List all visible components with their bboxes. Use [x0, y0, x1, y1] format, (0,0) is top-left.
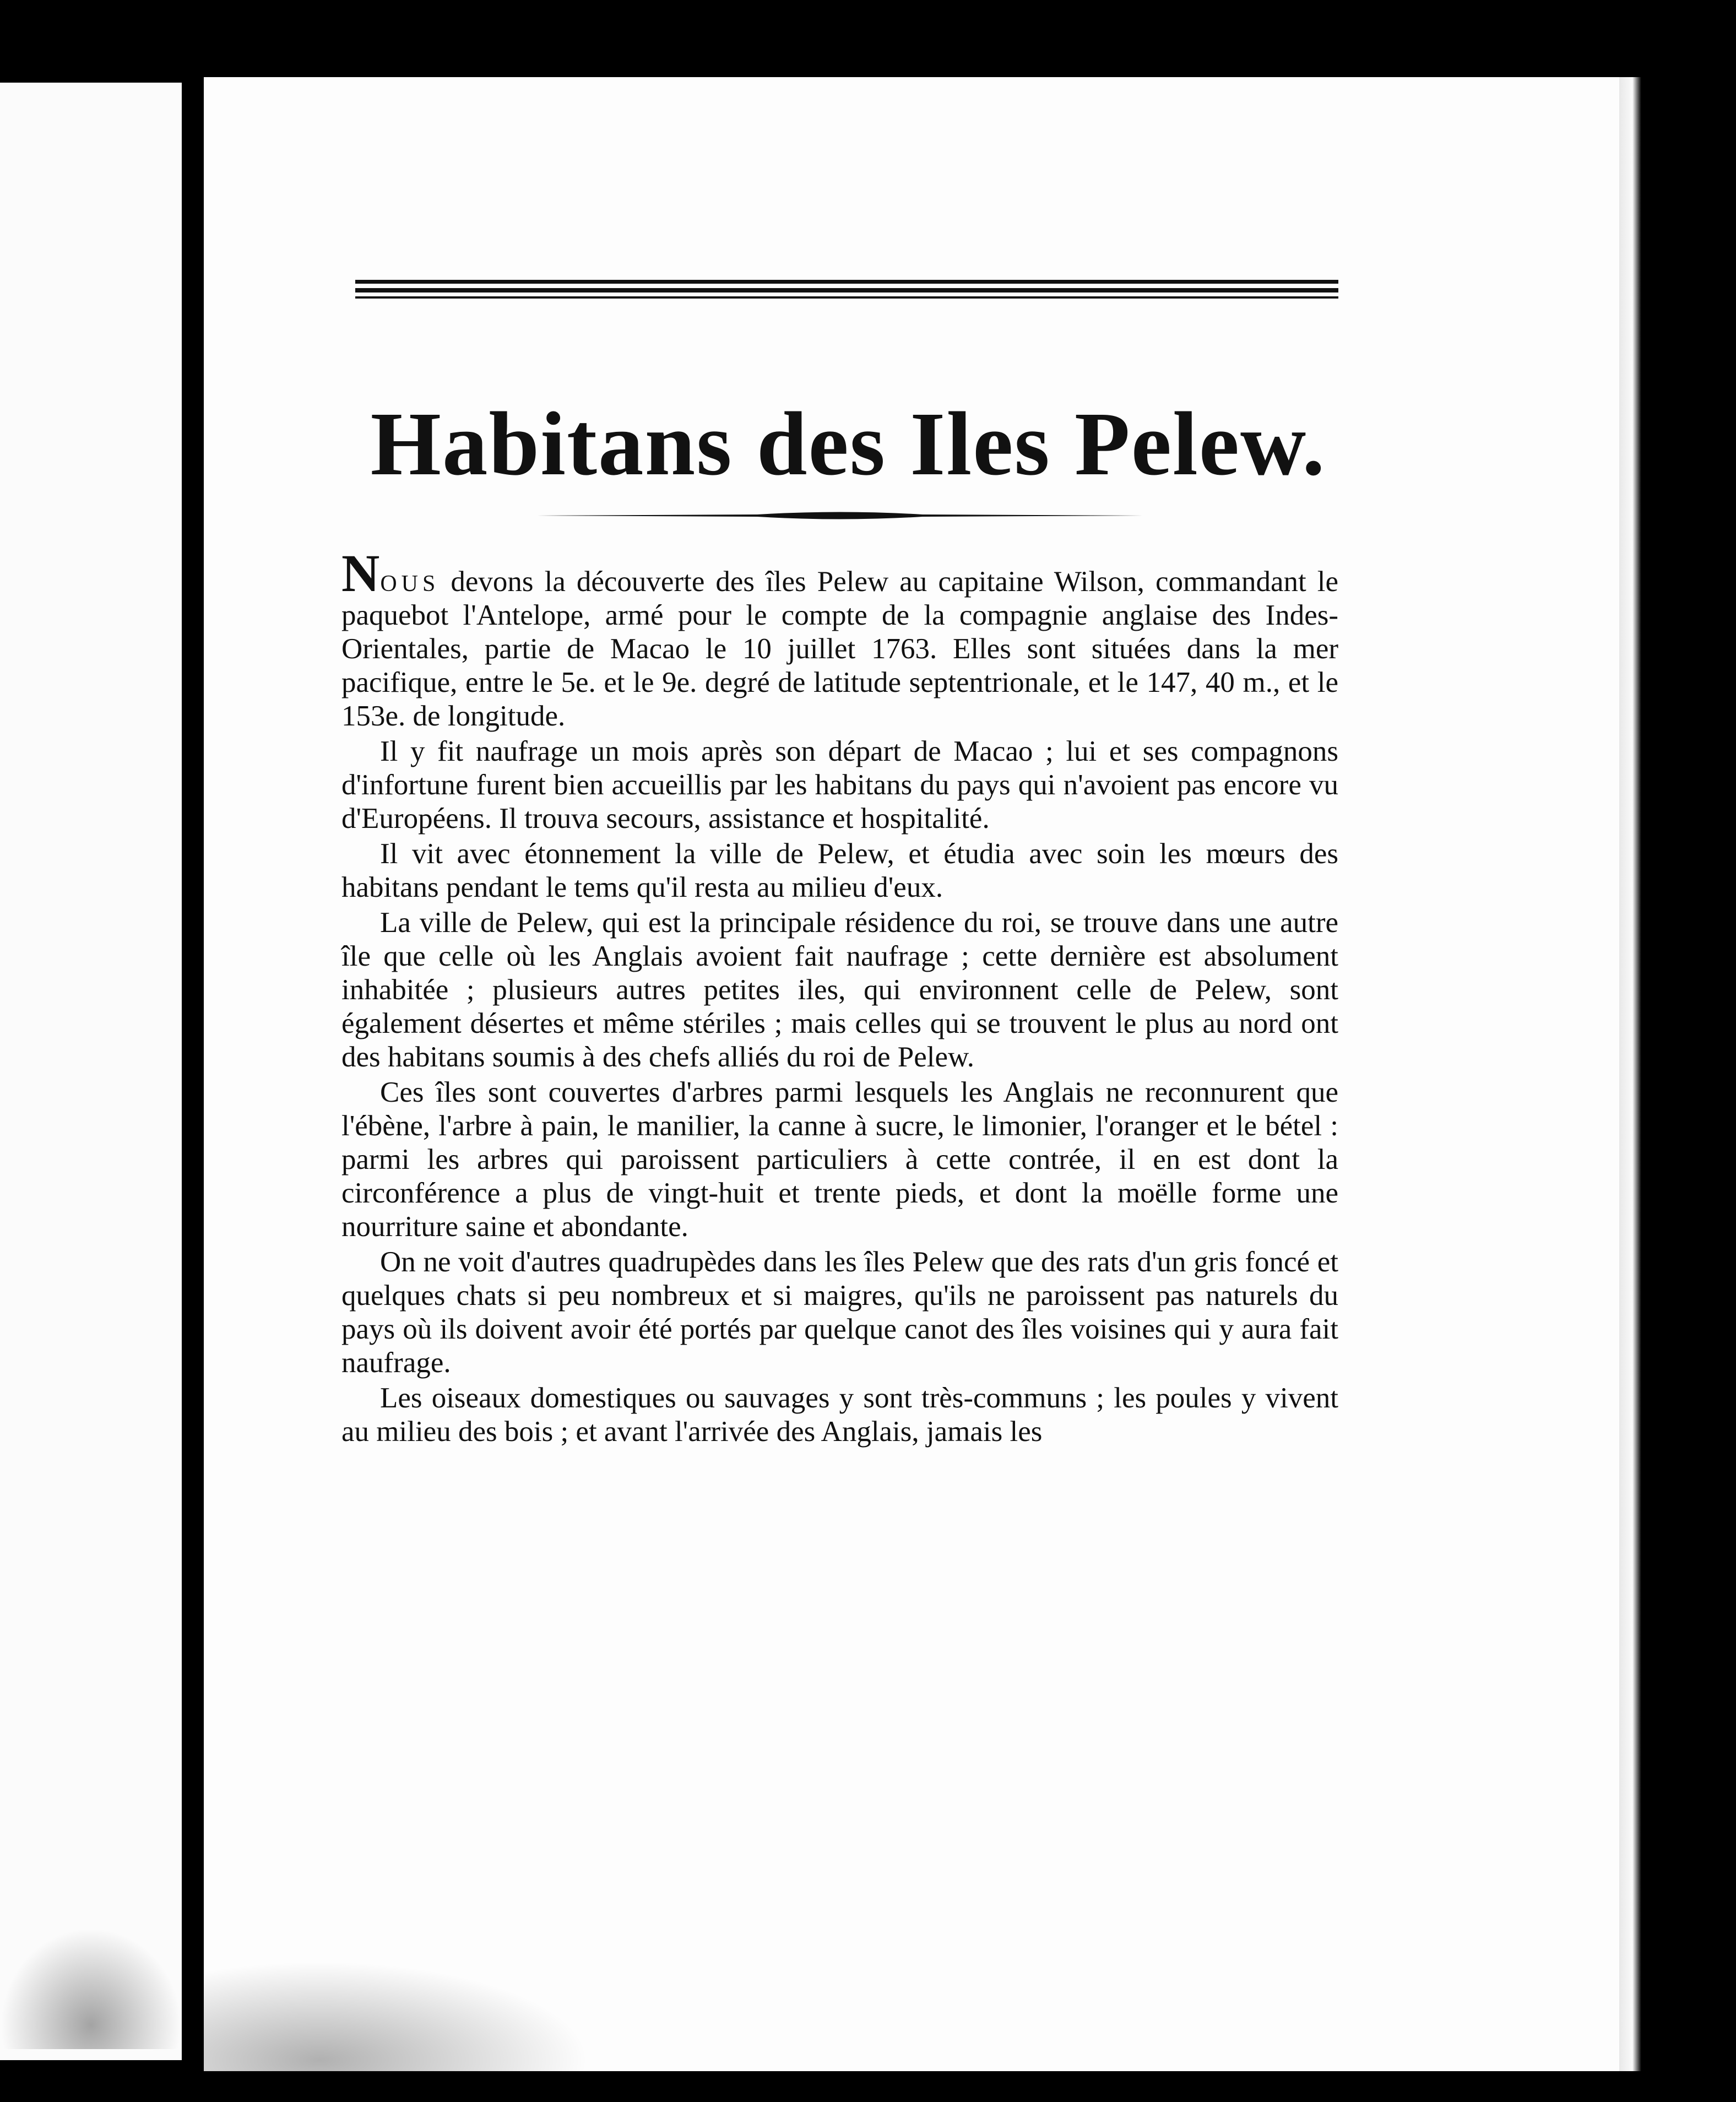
paragraph: Les oiseaux domestiques ou sauvages y sont très-communs ; les poules y vivent au milieu des bois ; et avant l'arrivée des Anglais, jamais les [341, 1382, 1338, 1448]
drop-cap: N [341, 544, 381, 603]
body-text [341, 544, 1338, 1450]
paragraph: Il y fit naufrage un mois après son départ de Macao ; lui et ses compagnons d'infortune furent bien accueillis par les habitans du pays qui n'avoient pas encore vu d'Européens. Il trouva secours, assistance et hospitalité. [341, 735, 1338, 835]
page-stain [204, 1961, 589, 2071]
header-triple-rule [355, 280, 1338, 300]
page-title: Habitans des Iles Pelew. [370, 393, 1326, 494]
page-edge-shadow [1619, 77, 1641, 2071]
facing-page-edge [0, 83, 182, 2060]
title-ornament-rule [537, 510, 1143, 522]
paragraph: On ne voit d'autres quadrupèdes dans les îles Pelew que des rats d'un gris foncé et quelques chats si peu nombreux et si maigres, qu'ils ne paroissent pas naturels du pays où ils doivent avoir été portés par quelque canot des îles voisines qui y aura fait naufrage. [341, 1246, 1338, 1379]
paragraph-text: devons la découverte des îles Pelew au capitaine Wilson, commandant le paquebot l'Antelope, armé pour le compte de la compagnie anglaise des Indes-Orientales, partie de Macao le 10 juillet 1763. Elles sont situées dans la mer pacifique, entre le 5e. et le 9e. degré de latitude septentrionale, et le 147, 40 m., et le 153e. de longitude. [341, 566, 1338, 732]
small-caps-lead: ous [380, 562, 440, 598]
page-stain [0, 1928, 182, 2049]
paragraph: Ces îles sont couvertes d'arbres parmi lesquels les Anglais ne reconnurent que l'ébène, l'arbre à pain, le manilier, la canne à sucre, le limonier, l'oranger et le bétel : parmi les arbres qui paroissent particuliers à cette contrée, il en est dont la circonférence a plus de vingt-huit et trente pieds, et dont la moëlle forme une nourriture saine et abondante. [341, 1076, 1338, 1243]
paragraph: La ville de Pelew, qui est la principale résidence du roi, se trouve dans une autre île que celle où les Anglais avoient fait naufrage ; cette dernière est absolument inhabitée ; plusieurs autres petites iles, qui environnent celle de Pelew, sont également désertes et même stériles ; mais celles qui se trouvent le plus au nord ont des habitans soumis à des chefs alliés du roi de Pelew. [341, 907, 1338, 1073]
paragraph: Il vit avec étonnement la ville de Pelew, et étudia avec soin les mœurs des habitans pendant le tems qu'il resta au milieu d'eux. [341, 838, 1338, 903]
paragraph [341, 544, 1338, 733]
